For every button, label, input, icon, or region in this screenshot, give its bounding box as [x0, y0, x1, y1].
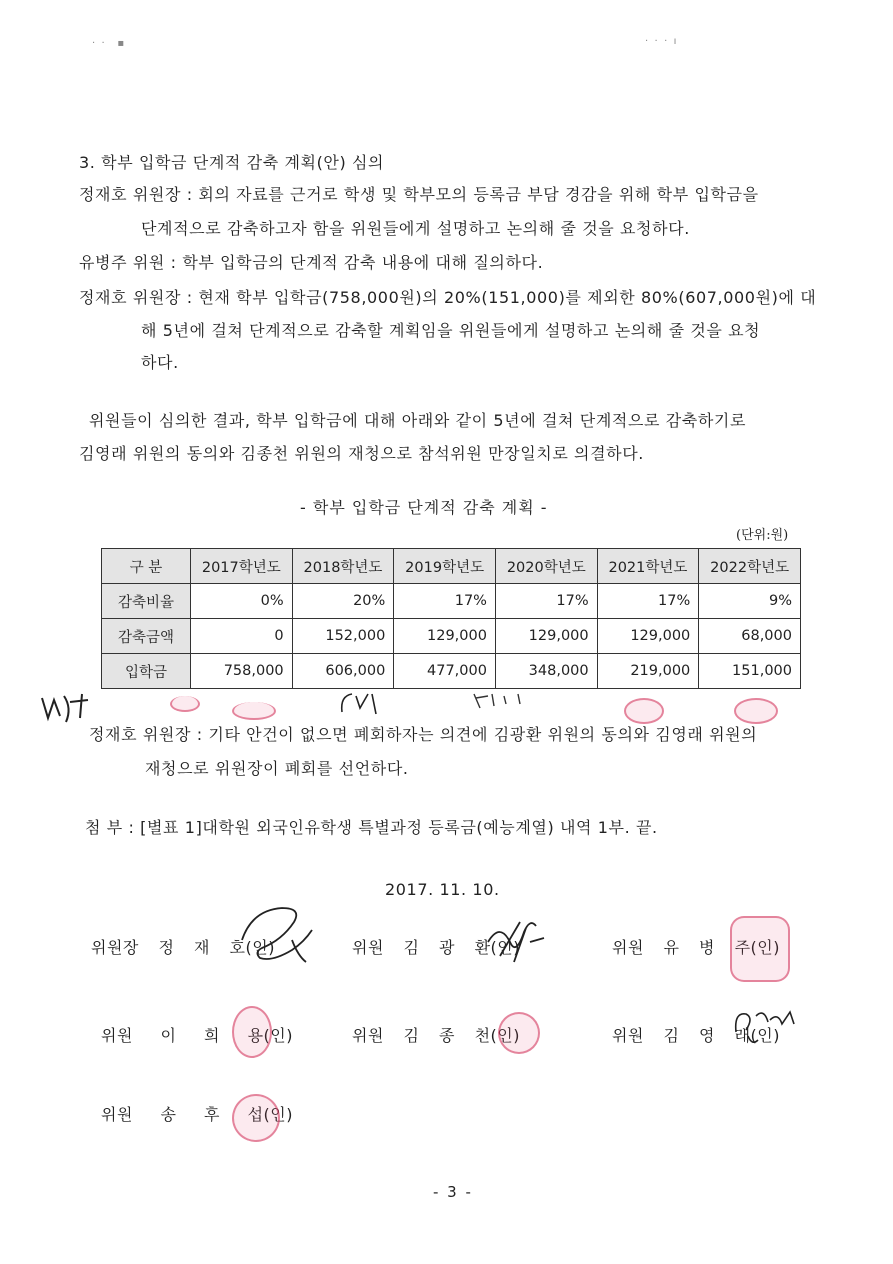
chair-explanation-line2: 해 5년에 걸쳐 단계적으로 감축할 계획임을 위원들에게 설명하고 논의해 줄 것을 요청 [141, 321, 761, 340]
table-cell: 758,000 [191, 654, 293, 689]
meeting-date: 2017. 11. 10. [385, 880, 500, 899]
member-question-line1: 유병주 위원 : 학부 입학금의 단계적 감축 내용에 대해 질의하다. [79, 253, 544, 272]
member-seal-icon [730, 916, 790, 982]
table-cell: 151,000 [699, 654, 801, 689]
row-label: 입학금 [102, 654, 191, 689]
table-cell: 17% [394, 584, 496, 619]
partial-signature-icon [338, 690, 384, 716]
table-cell: 9% [699, 584, 801, 619]
signatory-member: 위원 김 광 환(인) [352, 938, 520, 957]
header-2022: 2022학년도 [699, 549, 801, 584]
signatory-member: 위원 김 영 래(인) [612, 1026, 780, 1045]
table-cell: 17% [495, 584, 597, 619]
table-cell: 0 [191, 619, 293, 654]
table-cell: 477,000 [394, 654, 496, 689]
header-2021: 2021학년도 [597, 549, 699, 584]
chair-signature-icon [232, 900, 322, 970]
table-cell: 20% [292, 584, 394, 619]
partial-seal-icon [624, 698, 664, 724]
member-seal-icon [498, 1012, 540, 1054]
table-row-reduction-rate [102, 584, 801, 619]
section-title: 3. 학부 입학금 단계적 감축 계획(안) 심의 [79, 153, 385, 172]
row-label: 감축금액 [102, 619, 191, 654]
partial-seal-icon [232, 702, 276, 720]
resolution-line1: 위원들이 심의한 결과, 학부 입학금에 대해 아래와 같이 5년에 걸쳐 단계적으로 감축하기로 [89, 411, 747, 430]
row-label: 감축비율 [102, 584, 191, 619]
table-caption: - 학부 입학금 단계적 감축 계획 - [300, 498, 548, 517]
chair-statement-line1: 정재호 위원장 : 회의 자료를 근거로 학생 및 학부모의 등록금 부담 경감을 위해 학부 입학금을 [79, 185, 759, 204]
table-cell: 0% [191, 584, 293, 619]
page-number: - 3 - [433, 1183, 473, 1201]
partial-signature-icon [470, 690, 530, 712]
table-row-reduction-amount [102, 619, 801, 654]
attachment-note: 첨 부 : [별표 1]대학원 외국인유학생 특별과정 등록금(예능계열) 내역 1부. 끝. [85, 818, 658, 837]
table-header-row [102, 549, 801, 584]
signatory-member: 위원 이 희 용(인) [101, 1026, 293, 1045]
closing-line2: 재청으로 위원장이 폐회를 선언하다. [145, 759, 409, 778]
closing-line1: 정재호 위원장 : 기타 안건이 없으면 폐회하자는 의견에 김광환 위원의 동의와 김영래 위원의 [89, 725, 758, 744]
table-cell: 17% [597, 584, 699, 619]
member-seal-icon [232, 1094, 280, 1142]
header-category: 구 분 [102, 549, 191, 584]
partial-seal-icon [734, 698, 778, 724]
signatory-chair: 위원장 정 재 호(인) [91, 938, 275, 957]
scan-specks-left: · · ▪ [92, 38, 125, 49]
table-unit: (단위:원) [736, 528, 789, 543]
scan-specks-right: · · · ı [645, 36, 677, 47]
table-cell: 68,000 [699, 619, 801, 654]
chair-explanation-line1: 정재호 위원장 : 현재 학부 입학금(758,000원)의 20%(151,000)를 제외한 80%(607,000원)에 대 [79, 288, 817, 307]
header-2020: 2020학년도 [495, 549, 597, 584]
partial-seal-icon [170, 696, 200, 712]
header-2019: 2019학년도 [394, 549, 496, 584]
header-2017: 2017학년도 [191, 549, 293, 584]
signatory-member: 위원 유 병 주(인) [612, 938, 780, 957]
table-row-admission-fee [102, 654, 801, 689]
member-signature-icon [728, 1002, 808, 1052]
table-cell: 606,000 [292, 654, 394, 689]
member-seal-icon [232, 1006, 272, 1058]
member-signature-icon [480, 912, 550, 972]
table-cell: 129,000 [597, 619, 699, 654]
admission-fee-reduction-table [101, 548, 801, 689]
table-cell: 129,000 [495, 619, 597, 654]
signatory-member: 위원 송 후 섭(인) [101, 1105, 293, 1124]
signatory-member: 위원 김 종 천(인) [352, 1026, 520, 1045]
chair-explanation-line3: 하다. [141, 353, 179, 372]
table-cell: 129,000 [394, 619, 496, 654]
table-cell: 348,000 [495, 654, 597, 689]
resolution-line2: 김영래 위원의 동의와 김종천 위원의 재청으로 참석위원 만장일치로 의결하다. [79, 444, 644, 463]
header-2018: 2018학년도 [292, 549, 394, 584]
table-cell: 152,000 [292, 619, 394, 654]
chair-statement-line2: 단계적으로 감축하고자 함을 위원들에게 설명하고 논의해 줄 것을 요청하다. [141, 219, 690, 238]
table-cell: 219,000 [597, 654, 699, 689]
